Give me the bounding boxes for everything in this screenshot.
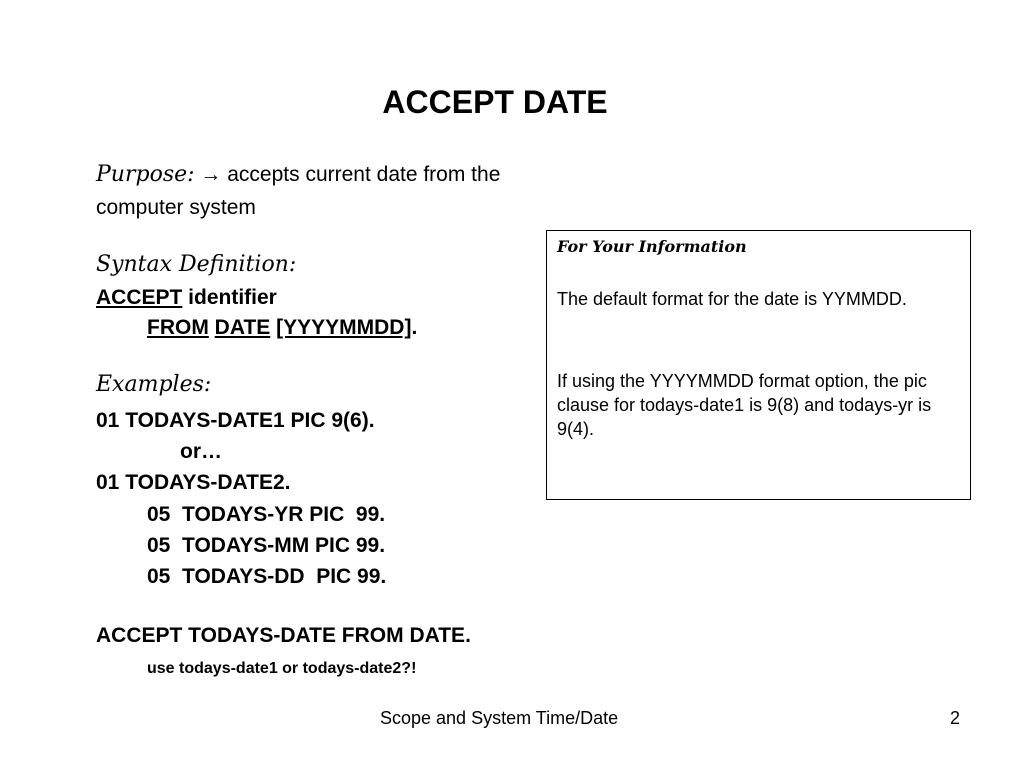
syntax-accept-keyword: ACCEPT [96, 286, 183, 309]
syntax-line1 [96, 286, 277, 310]
accept-statement: ACCEPT TODAYS-DATE FROM DATE. [96, 624, 471, 647]
fyi-title: For Your Information [557, 237, 747, 256]
syntax-heading: Syntax Definition: [96, 252, 297, 277]
arrow-icon: → [200, 163, 222, 186]
usage-note: use todays-date1 or todays-date2?! [147, 660, 417, 677]
purpose-heading: Purpose: [96, 162, 195, 187]
syntax-period: . [411, 316, 418, 339]
syntax-identifier: identifier [182, 286, 277, 309]
example-line: 01 TODAYS-DATE2. [96, 471, 291, 494]
syntax-format-option: [YYYYMMDD] [276, 316, 412, 339]
syntax-line2 [147, 316, 417, 340]
footer-title: Scope and System Time/Date [380, 708, 619, 728]
fyi-paragraph: The default format for the date is YYMMDD. [557, 289, 907, 309]
purpose-text-line2: computer system [96, 196, 256, 219]
page-number: 2 [950, 708, 961, 728]
slide-title: ACCEPT DATE [382, 84, 608, 120]
purpose-line [96, 161, 500, 188]
example-line: 05 TODAYS-YR PIC 99. [147, 503, 386, 526]
example-line: 01 TODAYS-DATE1 PIC 9(6). [96, 409, 375, 432]
syntax-from-keyword: FROM [147, 316, 209, 339]
example-line: 05 TODAYS-DD PIC 99. [147, 565, 387, 588]
fyi-box [546, 230, 971, 500]
example-line: or… [180, 440, 222, 463]
examples-heading: Examples: [96, 372, 212, 397]
fyi-paragraph: If using the YYYYMMDD format option, the pic clause for todays-date1 is 9(8) and todays-yr is 9(4). [557, 371, 932, 439]
example-line: 05 TODAYS-MM PIC 99. [147, 534, 386, 557]
syntax-date-keyword: DATE [214, 316, 271, 339]
purpose-text-line1: accepts current date from the [227, 163, 501, 186]
